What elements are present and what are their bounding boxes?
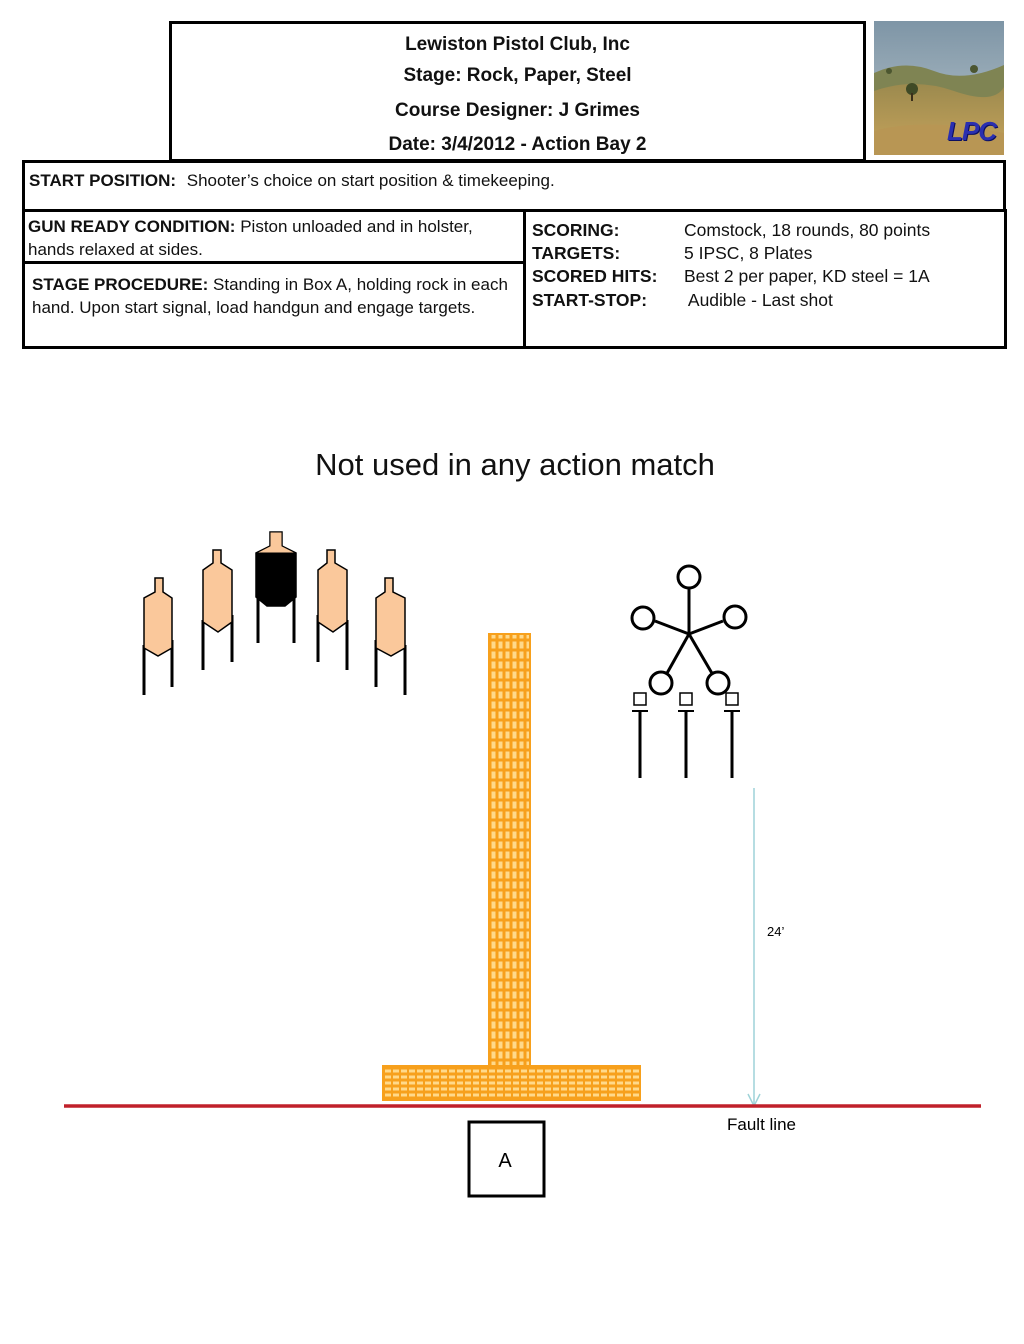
barricade-wall — [383, 634, 640, 1100]
info-key: SCORED HITS: — [532, 266, 658, 286]
distance-arrow — [748, 788, 760, 1106]
ipsc-target-4 — [376, 578, 405, 695]
steel-plate — [707, 672, 729, 694]
club-title: Lewiston Pistol Club, Inc — [405, 34, 630, 55]
info-value: Best 2 per paper, KD steel = 1A — [684, 266, 930, 286]
no-shoot-target — [256, 532, 296, 643]
gun-ready-text: Piston unloaded and in holster, hands relaxed at sides. — [28, 217, 473, 259]
info-value: Comstock, 18 rounds, 80 points — [684, 220, 931, 240]
steel-stands — [632, 693, 740, 778]
ipsc-target-3 — [318, 550, 347, 670]
designer-line: Course Designer: J Grimes — [395, 100, 640, 121]
start-position-text: Shooter’s choice on start position & timekeeping. — [186, 171, 555, 190]
procedure-label: STAGE PROCEDURE: — [32, 275, 209, 294]
box-label: A — [498, 1150, 512, 1172]
info-key: START-STOP: — [532, 290, 648, 310]
logo-text: LPC — [947, 116, 996, 146]
plate-tree — [632, 566, 746, 694]
notice-text: Not used in any action match — [315, 447, 715, 482]
procedure-text: Standing in Box A, holding rock in each hand. Upon start signal, load handgun and engage targets. — [32, 275, 508, 317]
ipsc-target-2 — [203, 550, 232, 670]
info-value: 5 IPSC, 8 Plates — [684, 243, 813, 263]
info-key: TARGETS: — [532, 243, 621, 263]
distance-label: 24’ — [767, 924, 785, 939]
steel-plate-small — [634, 693, 646, 705]
steel-plate — [650, 672, 672, 694]
fault-line-label: Fault line — [727, 1115, 796, 1134]
ipsc-target-1 — [144, 578, 172, 695]
steel-plate — [724, 606, 746, 628]
steel-plate-small — [726, 693, 738, 705]
gun-ready-label: GUN READY CONDITION: — [28, 217, 236, 236]
date-line: Date: 3/4/2012 - Action Bay 2 — [388, 134, 647, 155]
stage-title: Stage: Rock, Paper, Steel — [403, 65, 632, 86]
steel-plate — [678, 566, 700, 588]
info-key: SCORING: — [532, 220, 620, 240]
info-value: Audible - Last shot — [684, 290, 833, 310]
start-position-label: START POSITION: — [29, 171, 177, 190]
steel-plate-small — [680, 693, 692, 705]
steel-plate — [632, 607, 654, 629]
